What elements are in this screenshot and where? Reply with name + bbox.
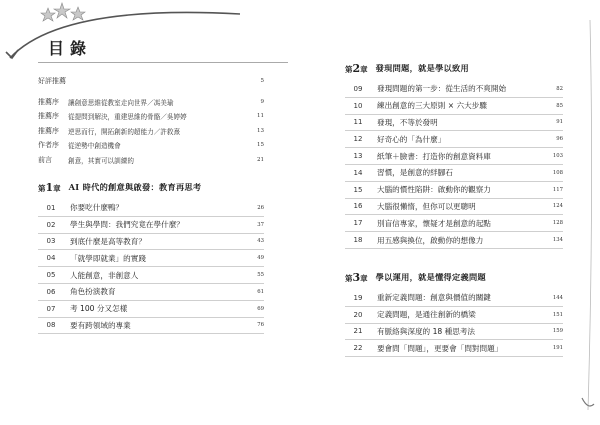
- page-number: 15: [257, 142, 264, 149]
- entry-title: 好奇心的「為什麼」: [377, 134, 446, 144]
- preface-row: [38, 124, 264, 139]
- entry-number: 17: [353, 219, 363, 228]
- preface-row: [38, 74, 264, 89]
- chapter-prefix: 第: [345, 65, 353, 74]
- entry-number: 18: [353, 236, 363, 245]
- page-number: 85: [556, 102, 563, 109]
- chapter-digit: 3: [352, 270, 361, 284]
- preface-list: [38, 74, 264, 167]
- page-number: 191: [552, 345, 563, 352]
- entry-number: 10: [353, 101, 363, 110]
- chapter-heading: [345, 271, 563, 284]
- entry-title: 考 100 分又怎樣: [70, 304, 128, 314]
- page-number: 11: [257, 113, 264, 120]
- page-number: 91: [556, 119, 563, 126]
- toc-entry: [38, 234, 264, 251]
- page-number: 124: [552, 203, 563, 210]
- preface-title: 創意，其實可以訓練的: [68, 156, 134, 165]
- entry-title: 練出創意的三大原則 × 六大步驟: [377, 101, 487, 111]
- entry-title: 要有跨領域的專業: [70, 320, 131, 330]
- chapter-prefix: 第: [345, 273, 353, 283]
- entry-number: 12: [353, 135, 363, 144]
- toc-entry: [345, 115, 563, 132]
- page-number: 103: [552, 153, 563, 160]
- chapter-suffix: 章: [360, 273, 368, 283]
- entry-title: 人能創意，非創意人: [70, 270, 139, 280]
- chapter-heading: [38, 181, 264, 194]
- page-number: 82: [556, 85, 563, 92]
- preface-label: 推薦序: [38, 97, 59, 106]
- entry-number: 09: [353, 84, 363, 93]
- chapter-suffix: 章: [53, 184, 61, 193]
- page-number: 26: [257, 204, 264, 211]
- chapter-title: AI 時代的創意與啟發：教育再思考: [68, 182, 202, 192]
- page-number: 13: [257, 127, 264, 134]
- preface-title: 從提問到解決，重建思維的骨骼／吳婷婷: [68, 113, 187, 122]
- preface-title: 逆思而行，開拓創新的超能力／許救熹: [68, 127, 181, 136]
- toc-entry: [345, 98, 563, 115]
- entry-number: 19: [353, 293, 363, 302]
- toc-entry: [38, 267, 264, 284]
- entry-title: 用五感與換位，啟動你的想像力: [377, 235, 484, 245]
- page-number: 61: [257, 288, 264, 295]
- preface-row: [38, 153, 264, 168]
- toc-entry: [38, 200, 264, 217]
- entry-number: 14: [353, 168, 363, 177]
- page-number: 55: [257, 272, 264, 279]
- page-number: 117: [552, 186, 563, 193]
- entry-title: 有脈絡與深度的 18 種思考法: [377, 326, 476, 336]
- entry-title: 「就學即就業」的實踐: [70, 253, 146, 263]
- entry-number: 01: [46, 203, 56, 212]
- page-number: 96: [556, 136, 563, 143]
- page-number: 76: [257, 322, 264, 329]
- preface-label: 推薦序: [38, 126, 59, 135]
- toc-entry: [38, 301, 264, 318]
- page-number: 69: [257, 305, 264, 312]
- chapter-entries: [345, 290, 563, 357]
- chapter-prefix: 第: [38, 184, 46, 193]
- chapter-title: 學以運用，就是懂得定義問題: [375, 271, 486, 282]
- preface-row: [38, 138, 264, 153]
- toc-entry: [345, 340, 563, 357]
- toc-entry: [345, 307, 563, 324]
- toc-entry: [345, 165, 563, 182]
- chapter-2-section: [345, 62, 563, 249]
- toc-entry: [38, 250, 264, 267]
- entry-title: 別盲信專家，懷疑才是創意的起點: [377, 218, 491, 228]
- chapter-digit: 1: [45, 181, 54, 194]
- entry-title: 習慣，是創意的絆腳石: [377, 168, 453, 178]
- chapter-digit: 2: [352, 62, 361, 75]
- toc-entry: [345, 232, 563, 249]
- toc-entry: [345, 199, 563, 216]
- entry-number: 08: [46, 321, 56, 330]
- toc-entry: [38, 284, 264, 301]
- entry-title: 學生與學問：我們究竟在學什麼？: [70, 220, 184, 230]
- preface-label: 前言: [38, 155, 52, 164]
- page-number: 21: [257, 156, 264, 163]
- entry-number: 05: [46, 271, 56, 280]
- page-title: 目錄: [48, 39, 93, 58]
- entry-number: 07: [46, 304, 56, 313]
- entry-title: 你要吃什麼鴨？: [70, 203, 124, 213]
- page-number: 37: [257, 221, 264, 228]
- preface-label: 好評推薦: [38, 77, 66, 86]
- toc-entry: [38, 217, 264, 234]
- chapter-heading: [345, 62, 563, 75]
- page-number: 108: [552, 169, 563, 176]
- page-number: 128: [552, 220, 563, 227]
- page-number: 5: [260, 78, 264, 85]
- entry-number: 03: [46, 237, 56, 246]
- entry-title: 到底什麼是高等教育？: [70, 236, 146, 246]
- entry-number: 15: [353, 185, 363, 194]
- entry-title: 角色扮演教育: [70, 287, 116, 297]
- toc-entry: [38, 318, 264, 335]
- left-column: [38, 74, 264, 334]
- entry-number: 11: [353, 118, 363, 127]
- preface-label: 推薦序: [38, 112, 59, 121]
- chapter-number: [345, 271, 368, 284]
- chapter-entries: [345, 81, 563, 249]
- entry-number: 13: [353, 152, 363, 161]
- toc-entry: [345, 131, 563, 148]
- page-number: 134: [552, 237, 563, 244]
- toc-entry: [345, 215, 563, 232]
- entry-title: 發現，不等於發明: [377, 117, 438, 127]
- entry-number: 22: [353, 344, 363, 353]
- page-number: 151: [552, 311, 563, 318]
- page-number: 49: [257, 255, 264, 262]
- right-column: [345, 62, 563, 357]
- toc-entry: [345, 290, 563, 307]
- entry-number: 21: [353, 327, 363, 336]
- chapter-suffix: 章: [360, 65, 368, 74]
- decorative-arc-icon: [0, 0, 300, 60]
- entry-number: 20: [353, 310, 363, 319]
- chapter-title: 發現問題，就是學以致用: [375, 63, 470, 73]
- preface-row: [38, 109, 264, 124]
- title-divider: [38, 62, 288, 63]
- toc-entry: [345, 182, 563, 199]
- entry-title: 發現問題的第一步：從生活的不爽開始: [377, 84, 507, 94]
- toc-entry: [345, 324, 563, 341]
- entry-title: 大腦的慣性陷阱：啟動你的觀察力: [377, 185, 491, 195]
- entry-title: 重新定義問題：創意與價值的關鍵: [377, 293, 491, 303]
- decorative-border-icon: [560, 0, 600, 425]
- page-number: 9: [260, 98, 264, 105]
- entry-title: 紙筆＋臉書：打造你的創意資料庫: [377, 151, 491, 161]
- preface-title: 從逆勢中創造機會: [68, 142, 121, 151]
- page-number: 159: [552, 328, 563, 335]
- preface-label: 作者序: [38, 141, 59, 150]
- toc-entry: [345, 81, 563, 98]
- entry-title: 定義問題，是通往創新的橋梁: [377, 310, 476, 320]
- preface-title: 讓創意思維從教室走向世界／馮美瑜: [68, 98, 174, 107]
- entry-title: 大腦很懶惰，但你可以更聰明: [377, 201, 476, 211]
- entry-number: 04: [46, 254, 56, 263]
- entry-number: 06: [46, 287, 56, 296]
- preface-row: [38, 95, 264, 110]
- chapter-1-section: [38, 181, 264, 334]
- chapter-number: [345, 62, 368, 75]
- page-number: 43: [257, 238, 264, 245]
- chapter-3-section: [345, 271, 563, 357]
- page-number: 144: [552, 294, 563, 301]
- chapter-number: [38, 181, 61, 194]
- entry-number: 02: [46, 220, 56, 229]
- entry-title: 要會問「問題」，更要會「問對問題」: [377, 343, 503, 353]
- toc-entry: [345, 148, 563, 165]
- chapter-entries: [38, 200, 264, 334]
- entry-number: 16: [353, 202, 363, 211]
